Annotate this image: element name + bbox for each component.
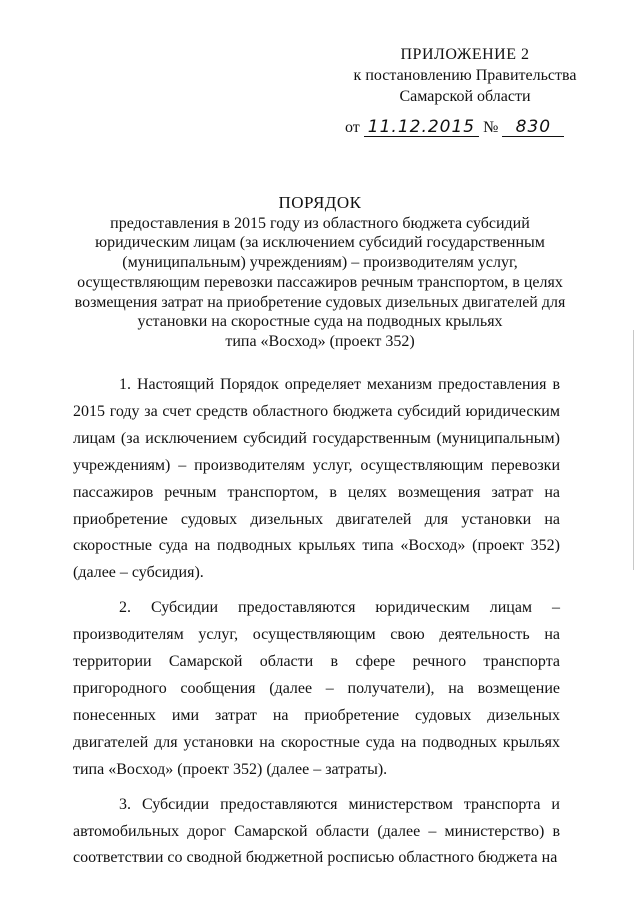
appendix-line-1: к постановлению Правительства <box>353 67 577 84</box>
scan-edge-line <box>633 330 634 570</box>
number-label: № <box>483 119 499 136</box>
appendix-line-2: Самарской области <box>399 88 531 105</box>
order-date: 11.12.2015 <box>364 118 479 137</box>
order-number: 830 <box>502 118 564 137</box>
document-title <box>60 193 580 352</box>
title-line: предоставления в 2015 году из областного бюджета субсидий <box>110 214 530 232</box>
title-line: юридическим лицам (за исключением субсидий государственным <box>95 234 545 252</box>
order-date-number <box>345 118 605 137</box>
title-line: осуществляющим перевозки пассажиров речным транспортом, в целях <box>77 273 563 291</box>
paragraph-1: 1. Настоящий Порядок определяет механизм предоставления в 2015 году за счет средств областного бюджета субсидий юридическим лицам (за исключением субсидий государственным (муниципальным) учреждениям) – производителям услуг, осуществляющим перевозки пассажиров речным транспортом, в целях возмещения затрат на приобретение судовых дизельных двигателей для установки на скоростные суда на подводных крыльях типа «Восход» (проект 352) (далее – субсидия). <box>73 376 560 582</box>
paragraph-2: 2. Субсидии предоставляются юридическим лицам – производителям услуг, осуществляющим свою деятельность на территории Самарской области в сфере речного транспорта пригородного сообщения (далее – получатели), на возмещение понесенных ими затрат на приобретение судовых дизельных двигателей для установки на скоростные суда на подводных крыльях типа «Восход» (проект 352) (далее – затраты). <box>73 599 560 778</box>
appendix-header <box>300 44 630 107</box>
title-line: (муниципальным) учреждениям) – производителям услуг, <box>122 254 518 272</box>
title-line: установки на скоростные суда на подводных крыльях <box>137 313 503 331</box>
paragraph-3: 3. Субсидии предоставляются министерством транспорта и автомобильных дорог Самарской области (далее – министерство) в соответствии со сводной бюджетной росписью областного бюджета на <box>73 795 560 867</box>
title-main: ПОРЯДОК <box>278 193 362 212</box>
title-line: типа «Восход» (проект 352) <box>225 332 415 350</box>
document-body <box>73 372 560 872</box>
appendix-title: ПРИЛОЖЕНИЕ 2 <box>400 46 530 63</box>
from-label: от <box>345 119 360 136</box>
title-line: возмещения затрат на приобретение судовых дизельных двигателей для <box>74 293 566 311</box>
